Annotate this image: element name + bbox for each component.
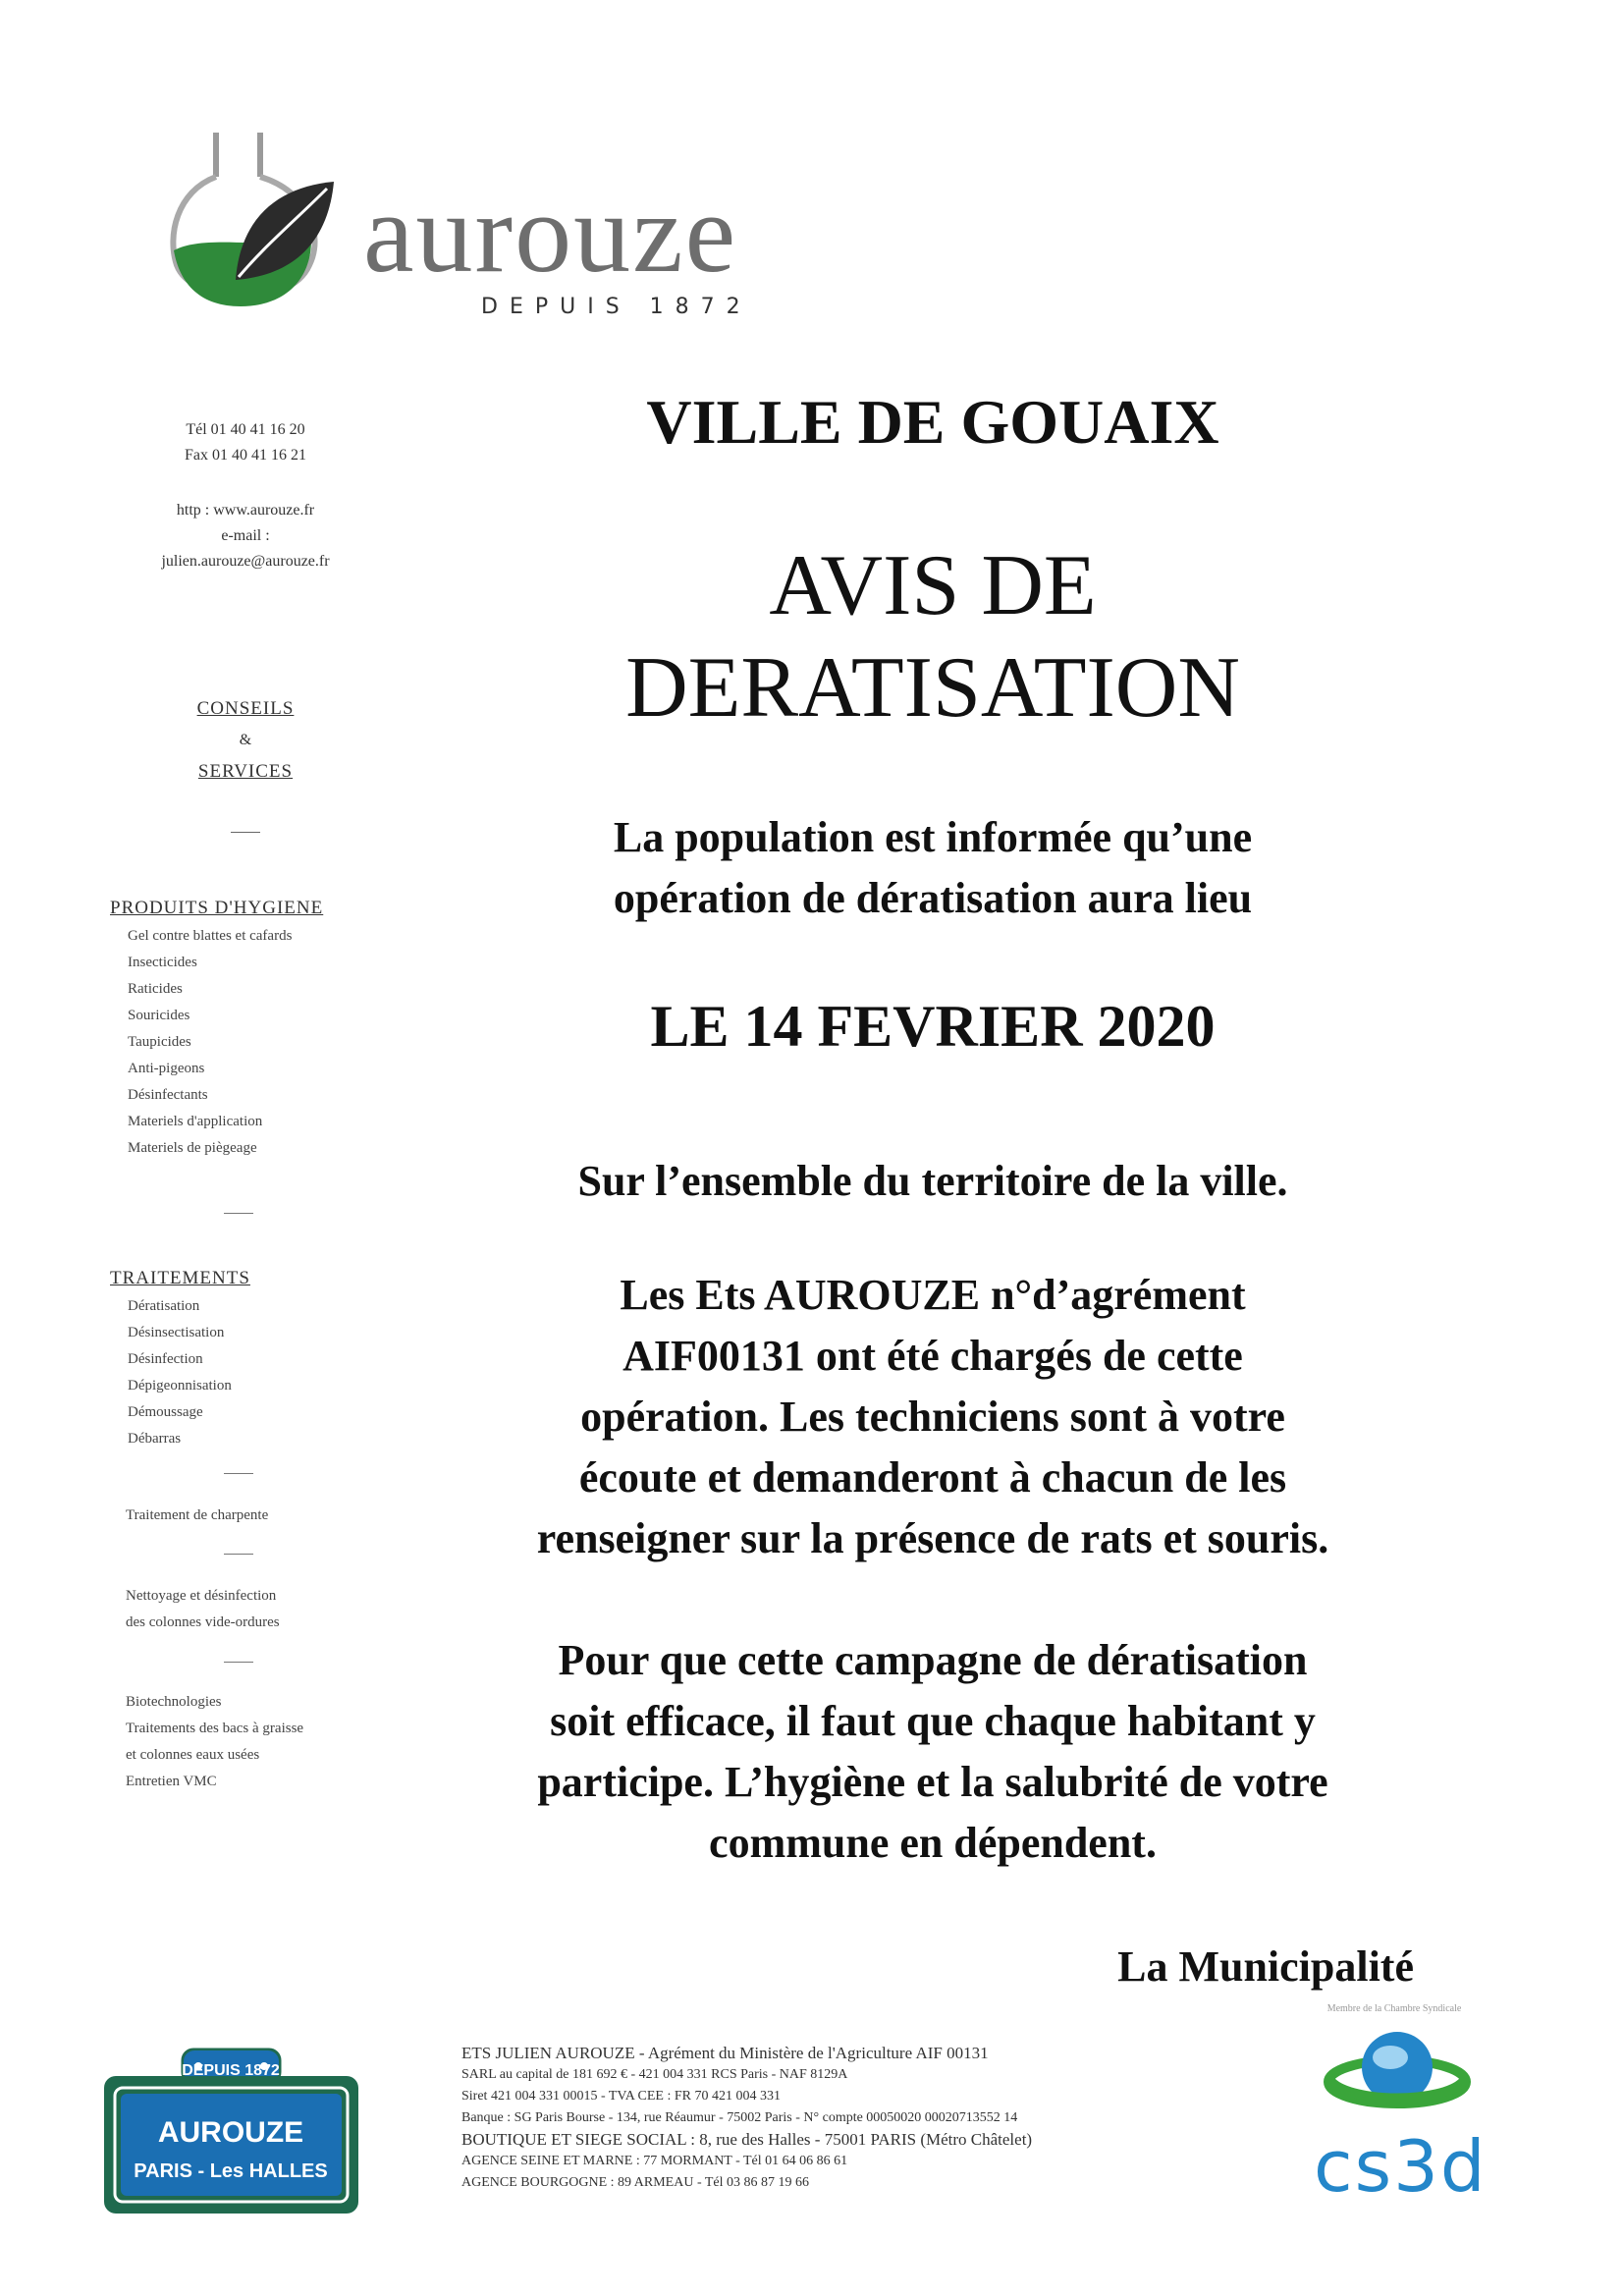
sign-place: PARIS - Les HALLES <box>134 2160 328 2182</box>
ampersand: & <box>239 732 252 748</box>
footer-line: AGENCE SEINE ET MARNE : 77 MORMANT - Tél 01 64 06 86 61 <box>461 2154 848 2168</box>
agrement-line: opération. Les techniciens sont à votre <box>580 1393 1285 1441</box>
tel-number: Tél 01 40 41 16 20 <box>186 421 305 438</box>
fax-number: Fax 01 40 41 16 21 <box>185 447 306 464</box>
produits-title: PRODUITS D'HYGIENE <box>110 898 324 918</box>
bio-line: Entretien VMC <box>126 1774 217 1789</box>
email-address: julien.aurouze@aurouze.fr <box>161 553 330 570</box>
bio-line: Biotechnologies <box>126 1694 222 1710</box>
brand-name: aurouze <box>363 171 738 297</box>
list-item: Démoussage <box>128 1404 203 1420</box>
signature: La Municipalité <box>1117 1942 1414 1991</box>
bio-line: Traitements des bacs à graisse <box>126 1721 304 1736</box>
charpente-text: Traitement de charpente <box>126 1507 269 1523</box>
separator <box>224 1473 253 1474</box>
cs3d-caption: Membre de la Chambre Syndicale <box>1326 2003 1462 2014</box>
website: http : www.aurouze.fr <box>176 502 315 519</box>
separator <box>224 1662 253 1663</box>
cs3d-logo-text: cs3d <box>1314 2125 1488 2208</box>
scope-text: Sur l’ensemble du territoire de la ville. <box>577 1157 1288 1205</box>
footer-line: SARL au capital de 181 692 € - 421 004 331 RCS Paris - NAF 8129A <box>461 2067 848 2082</box>
brand-since: DEPUIS 1872 <box>481 295 752 319</box>
list-item: Désinfection <box>128 1351 203 1367</box>
agrement-line: Les Ets AUROUZE n°d’agrément <box>620 1271 1246 1319</box>
appeal-paragraph <box>412 1630 1453 1874</box>
city-title: VILLE DE GOUAIX <box>646 387 1219 457</box>
list-item: Gel contre blattes et cafards <box>128 928 293 944</box>
agrement-line: AIF00131 ont été chargés de cette <box>622 1332 1243 1380</box>
separator <box>224 1554 253 1555</box>
footer-line: AGENCE BOURGOGNE : 89 ARMEAU - Tél 03 86 87 19 66 <box>461 2175 810 2190</box>
separator <box>231 832 260 833</box>
list-item: Souricides <box>128 1008 190 1023</box>
sidebar-conseils <box>108 692 383 833</box>
conseils-label: CONSEILS <box>196 698 295 719</box>
nettoyage-line: des colonnes vide-ordures <box>126 1614 280 1630</box>
street-sign-logo <box>101 2045 361 2216</box>
footer-line: Banque : SG Paris Bourse - 134, rue Réaumur - 75002 Paris - N° compte 00050020 00020713552 14 <box>461 2110 1018 2125</box>
services-label: SERVICES <box>197 761 294 782</box>
appeal-line: Pour que cette campagne de dératisation <box>558 1636 1308 1684</box>
aurouze-logo-flask-icon <box>162 128 339 324</box>
email-label: e-mail : <box>221 527 270 544</box>
list-item: Désinsectisation <box>128 1325 225 1340</box>
separator <box>224 1213 253 1214</box>
notice-title <box>412 535 1453 739</box>
list-item: Débarras <box>128 1431 182 1447</box>
notice-title-line: AVIS DE <box>769 538 1097 633</box>
list-item: Materiels d'application <box>128 1114 263 1129</box>
appeal-line: soit efficace, il faut que chaque habitant y <box>550 1697 1316 1745</box>
agrement-line: renseigner sur la présence de rats et souris. <box>536 1514 1329 1562</box>
appeal-line: commune en dépendent. <box>709 1819 1157 1867</box>
operation-date: LE 14 FEVRIER 2020 <box>650 994 1216 1059</box>
list-item: Désinfectants <box>128 1087 208 1103</box>
agrement-line: écoute et demanderont à chacun de les <box>578 1453 1287 1502</box>
list-item: Dératisation <box>128 1298 200 1314</box>
sidebar-contact <box>108 417 383 574</box>
nettoyage-text <box>126 1583 381 1636</box>
list-item: Dépigeonnisation <box>128 1378 232 1394</box>
list-item: Materiels de piègeage <box>128 1140 257 1156</box>
notice-title-line: DERATISATION <box>625 640 1240 736</box>
footer-line: Siret 421 004 331 00015 - TVA CEE : FR 70 421 004 331 <box>461 2089 782 2104</box>
sidebar-traitements <box>110 1264 385 1452</box>
list-item: Raticides <box>128 981 183 997</box>
list-item: Taupicides <box>128 1034 191 1050</box>
bio-text <box>126 1689 381 1795</box>
sidebar-produits <box>110 894 385 1162</box>
list-item: Anti-pigeons <box>128 1061 205 1076</box>
intro-paragraph <box>412 807 1453 929</box>
intro-line: opération de dératisation aura lieu <box>613 874 1253 922</box>
footer-company-info <box>461 2043 1267 2194</box>
intro-line: La population est informée qu’une <box>613 813 1253 861</box>
agrement-paragraph <box>412 1265 1453 1569</box>
list-item: Insecticides <box>128 955 197 970</box>
cs3d-globe-icon <box>1324 2023 1471 2121</box>
appeal-line: participe. L’hygiène et la salubrité de votre <box>537 1758 1328 1806</box>
footer-line: BOUTIQUE ET SIEGE SOCIAL : 8, rue des Halles - 75001 PARIS (Métro Châtelet) <box>461 2130 1033 2149</box>
produits-list <box>110 923 385 1162</box>
sign-since: DEPUIS 1872 <box>182 2062 280 2079</box>
traitements-list <box>110 1293 385 1452</box>
bio-line: et colonnes eaux usées <box>126 1747 260 1763</box>
nettoyage-line: Nettoyage et désinfection <box>126 1588 277 1604</box>
sign-name: AUROUZE <box>157 2116 304 2149</box>
footer-line: ETS JULIEN AUROUZE - Agrément du Ministère de l'Agriculture AIF 00131 <box>461 2044 989 2062</box>
traitements-title: TRAITEMENTS <box>110 1268 250 1288</box>
